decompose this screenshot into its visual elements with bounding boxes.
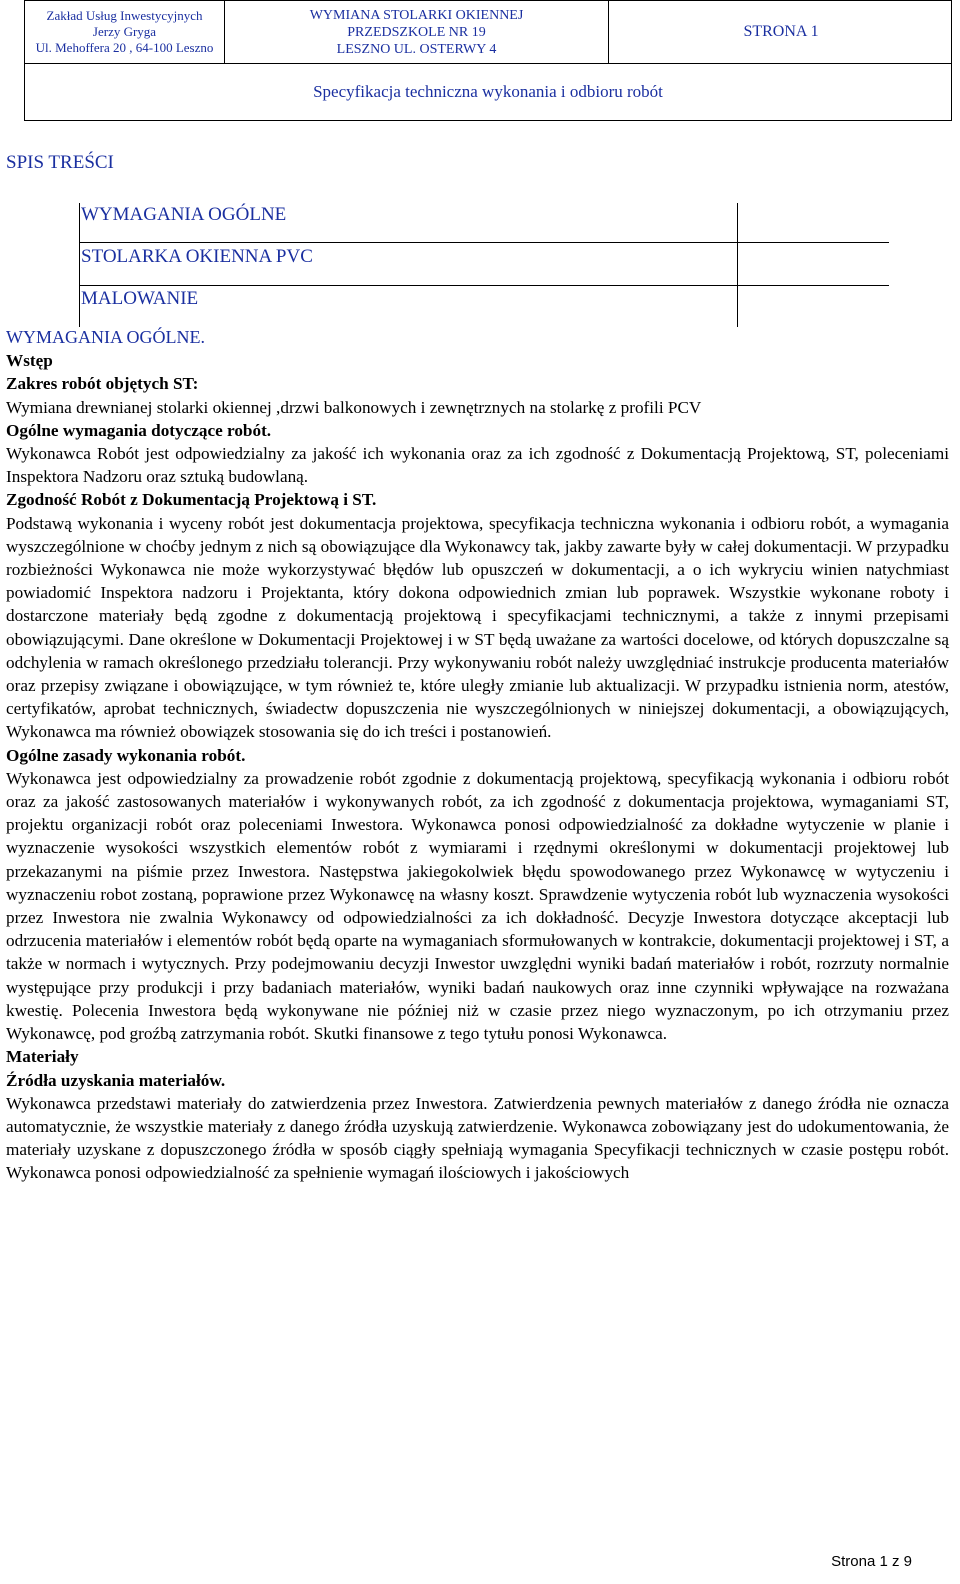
project-address: LESZNO UL. OSTERWY 4 (336, 41, 497, 57)
company-owner: Jerzy Gryga (92, 24, 157, 39)
heading-zakres: Zakres robót objętych ST: (6, 374, 199, 394)
paragraph-zakres: Wymiana drewnianej stolarki okiennej ,drzwi balkonowych i zewnętrznych na stolarkę z profili PCV (6, 397, 702, 417)
toc-title: SPIS TREŚCI (6, 152, 114, 173)
heading-wstep: Wstęp (6, 351, 53, 371)
heading-ogolne-wymagania: Ogólne wymagania dotyczące robót. (6, 420, 272, 440)
company-name: Zakład Usług Inwestycyjnych (46, 8, 203, 23)
toc-item[interactable]: MALOWANIE (81, 288, 199, 309)
project-site: PRZEDSZKOLE NR 19 (347, 24, 486, 40)
toc-left-rule (79, 203, 80, 327)
heading-zrodla: Źródła uzyskania materiałów. (6, 1070, 226, 1090)
project-info (225, 1, 609, 63)
toc-right-rule (737, 203, 738, 327)
project-title: WYMIANA STOLARKI OKIENNEJ (309, 7, 524, 23)
header-top-row (25, 1, 951, 64)
toc-divider (79, 242, 889, 243)
heading-zasady: Ogólne zasady wykonania robót. (6, 745, 246, 765)
toc-item[interactable]: STOLARKA OKIENNA PVC (81, 246, 313, 267)
heading-materialy: Materiały (6, 1047, 79, 1067)
section-heading: WYMAGANIA OGÓLNE. (6, 327, 205, 347)
document-body (6, 326, 949, 1185)
company-info (25, 1, 225, 63)
document-subtitle: Specyfikacja techniczna wykonania i odbioru robót (313, 82, 663, 101)
toc-divider (79, 285, 889, 286)
paragraph-zasady: Wykonawca jest odpowiedzialny za prowadzenie robót zgodnie z dokumentacją projektową, specyfikacją wykonania i odbioru robót oraz za jakość zastosowanych materiałów i wykonywanych robót, za ich zgodność z dokumentacja projektowa, wymaganiami ST, projektu organizacji robót oraz poleceniami Inwestora. Wykonawca ponosi odpowiedzialność za dokładne wytyczenie w planie i wyznaczenie wysokości wszystkich elementów robót z wymiarami i rzędnymi określonymi w dokumentacji projektowej lub przekazanymi na piśmie przez Inwestora. Następstwa jakiegokolwiek błędu spowodowanego przez Wykonawcę w wytyczeniu i wyznaczeniu robot zostaną, poprawione przez Wykonawcę na własny koszt. Sprawdzenie wytyczenia robót lub wyznaczenia wysokości przez Inwestora nie zwalnia Wykonawcy od odpowiedzialności za ich dokładność. Decyzje Inwestora dotyczące akceptacji lub odrzucenia materiałów i elementów robót będą oparte na wymaganiach sformułowanych w kontrakcie, dokumentacji projektowej i ST, a także w normach i wytycznych. Przy podejmowaniu decyzji Inwestor uwzględni wyniki badań materiałów i robót, rozrzuty normalnie występujące przy produkcji i przy badaniach materiałów, wyniki badań naukowych oraz inne czynniki wpływające na rozważana kwestię. Polecenia Inwestora będą wykonywane nie później niż w czasie przez niego wyznaczonym, po ich otrzymaniu przez Wykonawcę, pod groźbą zatrzymania robót. Skutki finansowe z tego tytułu ponosi Wykonawca. (6, 768, 949, 1044)
document-header (24, 0, 952, 121)
paragraph-zrodla: Wykonawca przedstawi materiały do zatwierdzenia przez Inwestora. Zatwierdzenia pewnych materiałów z danego źródła nie oznacza automatycznie, że wszystkie materiały z danego źródła uzyskują zatwierdzenie. Wykonawca zobowiązany jest do udokumentowania, że materiały uzyskane z dopuszczonego źródła w sposób ciągły spełniają wymagania Specyfikacji technicznych w czasie postępu robót. Wykonawca ponosi odpowiedzialność za spełnienie wymagań ilościowych i jakościowych (6, 1093, 949, 1183)
header-page-label: STRONA 1 (743, 23, 819, 40)
company-address: Ul. Mehoffera 20 , 64-100 Leszno (35, 40, 214, 55)
page-footer: Strona 1 z 9 (831, 1553, 912, 1570)
toc-item[interactable]: WYMAGANIA OGÓLNE (81, 204, 287, 225)
heading-zgodnosc: Zgodność Robót z Dokumentacją Projektową i ST. (6, 490, 377, 510)
paragraph-ogolne-wymagania: Wykonawca Robót jest odpowiedzialny za jakość ich wykonania oraz za ich zgodność z Dokumentacją Projektową, ST, poleceniami Inspektora Nadzoru oraz sztuką budowlaną. (6, 444, 949, 487)
paragraph-zgodnosc: Podstawą wykonania i wyceny robót jest dokumentacja projektowa, specyfikacja techniczna wykonania i odbioru robót, a wymagania wyszczególnione w choćby jednym z nich są obowiązujące dla Wykonawcy tak, jakby zawarte były w całej dokumentacji. W przypadku rozbieżności Wykonawca nie może wykorzystywać błędów lub opuszczeń w dokumentacji, a o ich wykryciu winien natychmiast powiadomić Inspektora nadzoru i Projektanta, który dokona odpowiednich zmian lub poprawek. Wszystkie wykonane roboty i dostarczone materiały będą zgodne z dokumentacją projektową i specyfikacjami technicznymi, a także z innymi przepisami obowiązującymi. Dane określone w Dokumentacji Projektowej i w ST będą uważane za wartości docelowe, od których dopuszczalne są odchylenia w ramach określonego przedziału tolerancji. Przy wykonywaniu robót należy uwzględniać instrukcje producenta materiałów oraz przepisy związane i obowiązujące, w tym również te, które uległy zmianie lub aktualizacji. W przypadku istnienia norm, atestów, certyfikatów, aprobat technicznych, świadectw dopuszczenia nie wyszczególnionych w niniejszej dokumentacji, a obowiązujących, Wykonawca ma również obowiązek stosowania się do ich treści i postanowień. (6, 513, 949, 742)
